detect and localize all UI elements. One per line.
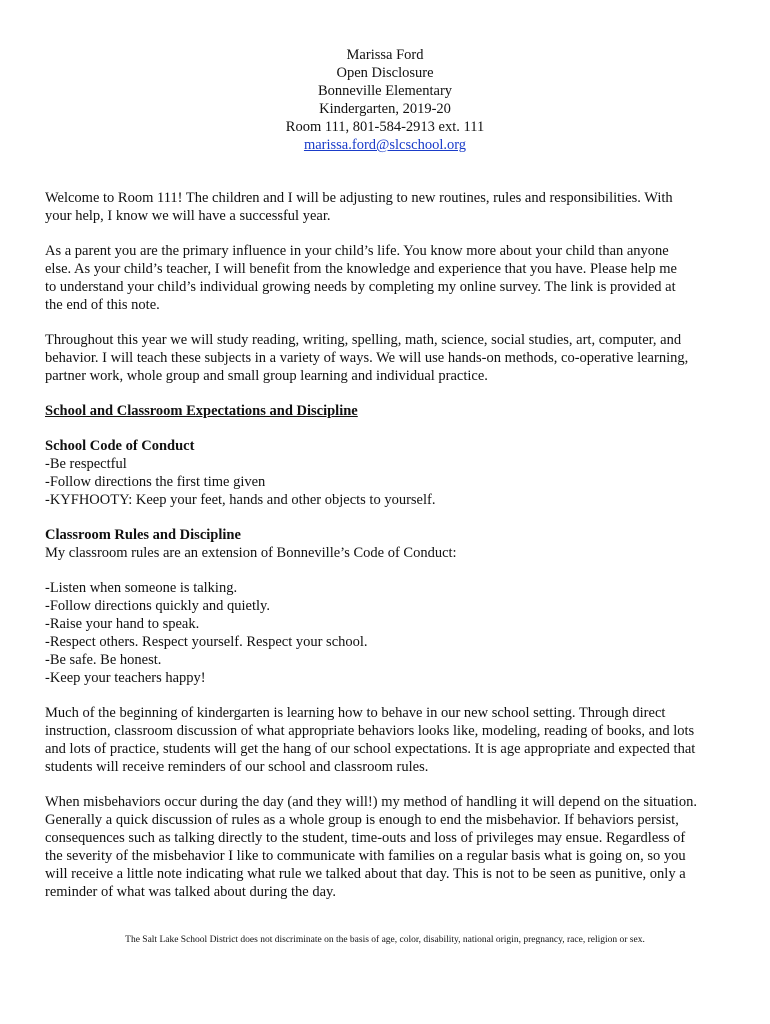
letter-body (45, 189, 729, 918)
text-line: When misbehaviors occur during the day (and they will!) my method of handling it will depend on the situation. (45, 794, 697, 810)
classroom-rules-intro: My classroom rules are an extension of Bonneville’s Code of Conduct: (45, 545, 457, 561)
list-item: -Respect others. Respect yourself. Respect your school. (45, 634, 368, 650)
intro-paragraph (45, 189, 729, 225)
list-item: -Listen when someone is talking. (45, 580, 238, 596)
list-item: -Keep your teachers happy! (45, 670, 206, 686)
text-line: the severity of the misbehavior I like to communicate with families on a regular basis what is going on, so you (45, 848, 686, 864)
text-line: Welcome to Room 111! The children and I will be adjusting to new routines, rules and responsibilities. With (45, 190, 673, 206)
text-line: else. As your child’s teacher, I will benefit from the knowledge and experience that you have. Please help me (45, 261, 677, 277)
list-item: -Be safe. Be honest. (45, 652, 162, 668)
text-line: to understand your child’s individual growing needs by completing my online survey. The link is provided at (45, 279, 676, 295)
letter-header (0, 46, 770, 154)
room-phone: Room 111, 801-584-2913 ext. 111 (285, 119, 485, 135)
text-line: consequences such as talking directly to the student, time-outs and loss of privileges may ensue. Regardless of (45, 830, 686, 846)
code-of-conduct-heading: School Code of Conduct (45, 438, 195, 454)
classroom-rules-heading: Classroom Rules and Discipline (45, 527, 241, 543)
grade-year: Kindergarten, 2019-20 (319, 101, 451, 117)
misbehavior-paragraph (45, 793, 729, 901)
expectations-heading: School and Classroom Expectations and Discipline (45, 403, 358, 419)
text-line: Generally a quick discussion of rules as a whole group is enough to end the misbehavior. If behaviors persist, (45, 812, 679, 828)
text-line: your help, I know we will have a successful year. (45, 208, 331, 224)
text-line: students will receive reminders of our school and classroom rules. (45, 759, 429, 775)
text-line: behavior. I will teach these subjects in a variety of ways. We will use hands-on methods, co-operative learning, (45, 350, 689, 366)
teacher-name: Marissa Ford (346, 47, 424, 63)
expectations-section (45, 402, 729, 420)
subjects-paragraph (45, 331, 729, 385)
text-line: Throughout this year we will study reading, writing, spelling, math, science, social studies, art, computer, and (45, 332, 682, 348)
school-name: Bonneville Elementary (317, 83, 453, 99)
text-line: the end of this note. (45, 297, 160, 313)
parent-paragraph (45, 242, 729, 314)
classroom-rules-section (45, 526, 729, 562)
classroom-rules-list (45, 579, 729, 687)
code-of-conduct-section (45, 437, 729, 509)
list-item: -Follow directions quickly and quietly. (45, 598, 270, 614)
behavior-paragraph (45, 704, 729, 776)
text-line: reminder of what was talked about during the day. (45, 884, 336, 900)
nondiscrimination-footer: The Salt Lake School District does not discriminate on the basis of age, color, disability, national origin, pregnancy, race, religion or sex. (125, 935, 645, 945)
text-line: As a parent you are the primary influence in your child’s life. You know more about your child than anyone (45, 243, 669, 259)
text-line: and lots of practice, students will get the hang of our school expectations. It is age appropriate and expected that (45, 741, 696, 757)
list-item: -Raise your hand to speak. (45, 616, 200, 632)
list-item: -KYFHOOTY: Keep your feet, hands and other objects to yourself. (45, 492, 436, 508)
document-title: Open Disclosure (336, 65, 434, 81)
list-item: -Follow directions the first time given (45, 474, 266, 490)
email-link[interactable]: marissa.ford@slcschool.org (303, 137, 467, 153)
text-line: will receive a little note indicating what rule we talked about that day. This is not to be seen as punitive, only a (45, 866, 686, 882)
text-line: Much of the beginning of kindergarten is learning how to behave in our new school setting. Through direct (45, 705, 666, 721)
text-line: partner work, whole group and small group learning and individual practice. (45, 368, 488, 384)
list-item: -Be respectful (45, 456, 127, 472)
text-line: instruction, classroom discussion of what appropriate behaviors looks like, modeling, reading of books, and lots (45, 723, 695, 739)
